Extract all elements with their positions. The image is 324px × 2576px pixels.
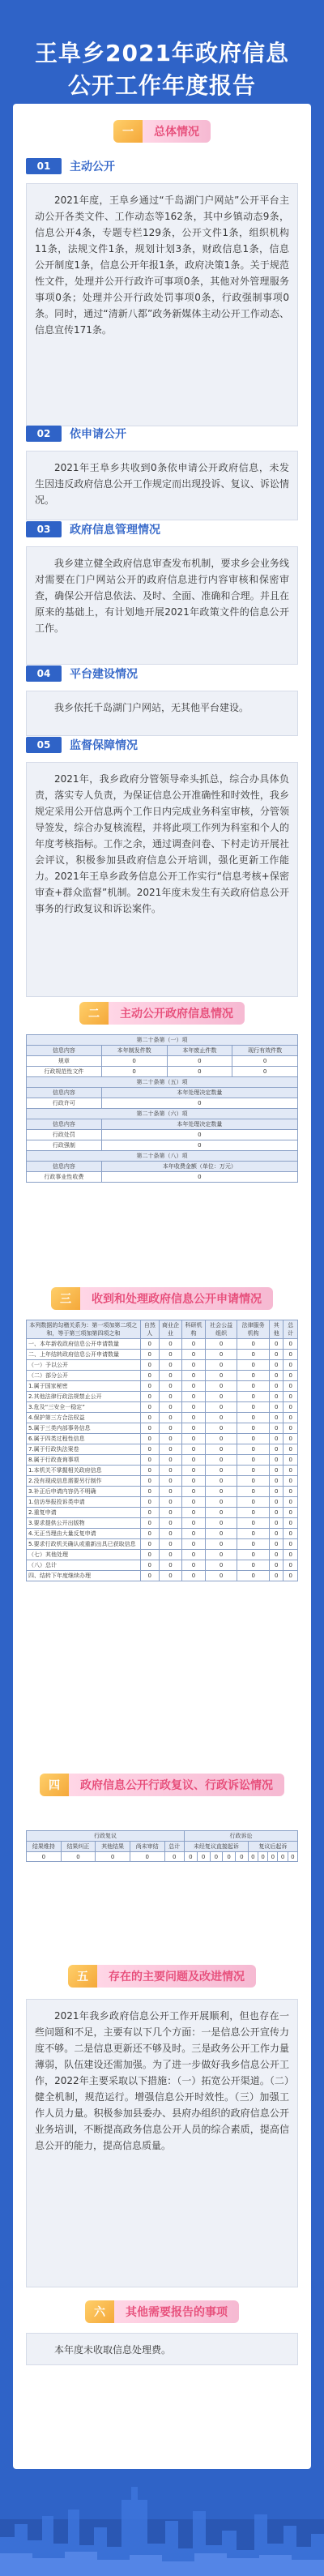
section-header-4 xyxy=(40,1774,284,1796)
item-text: 2021年王阜乡共收到0条依申请公开政府信息，未发生因违反政府信息公开工作规定而出现投诉、复议、诉讼情况。 xyxy=(26,451,298,520)
city-skyline-illustration xyxy=(0,2463,324,2576)
overview-item-5 xyxy=(26,736,298,997)
table-row: 行政许可 0 xyxy=(27,1098,298,1109)
table-row: 3.要求提供公开出版物 0 0 0 0 0 0 0 xyxy=(27,1518,298,1529)
table-row: 行政强制 0 xyxy=(27,1140,298,1151)
table-row: （八）总计 0 0 0 0 0 0 0 xyxy=(27,1560,298,1571)
other-text: 本年度未收取信息处理费。 xyxy=(26,2333,298,2365)
section-title: 总体情况 xyxy=(143,120,211,143)
overview-item-3 xyxy=(26,520,298,665)
section-number: 六 xyxy=(85,2300,114,2323)
table-row: 1.信访举报投诉类申请 0 0 0 0 0 0 0 xyxy=(27,1497,298,1508)
table-row: 6.属于四类过程性信息 0 0 0 0 0 0 0 xyxy=(27,1434,298,1444)
item-text: 我乡建立健全政府信息审查发布机制，要求乡会业务线对需要在门户网站公开的政府信息进行内容审核和保密审查，确保公开信息依法、及时、全面、准确和合理。并且在原来的基础上，有计划地开展2021年政策文件的信息公开工作。 xyxy=(26,546,298,665)
section-number: 四 xyxy=(40,1774,69,1796)
table-row: （七）其他处理 0 0 0 0 0 0 0 xyxy=(27,1550,298,1560)
overview-item-1 xyxy=(26,157,298,426)
section-title: 政府信息公开行政复议、行政诉讼情况 xyxy=(69,1774,284,1796)
item-text: 我乡依托千岛湖门户网站，无其他平台建设。 xyxy=(26,691,298,736)
section-title: 主动公开政府信息情况 xyxy=(109,1002,245,1025)
section-header-2 xyxy=(79,1002,245,1025)
table-block-header: 第二十条第（一）项 xyxy=(27,1035,298,1046)
table-row: 1.属于国家秘密 0 0 0 0 0 0 0 xyxy=(27,1381,298,1392)
item-title: 依申请公开 xyxy=(70,428,126,441)
item-title: 平台建设情况 xyxy=(70,668,138,681)
table-applications: 本列数据的勾稽关系为：第一项加第二项之和，等于第三项加第四项之和 自然人 商业企业 科研机构 社会公益组织 法律服务机构 其他 总计 一、本年新收政府信息公开申请数量 0 0 0 0 0 0 0 二、上年结转政府信息公开申请数量 0 0 0 0 0 0 0 （一）予以公开 0 0 0 0 0 0 0 （二）部分公开 0 0 0 0 0 0 0 1.属于国家秘密 0 0 0 0 0 0 0 2.其他法律行政法规禁止公开 0 0 0 0 0 0 0 3.危及“三安全一稳定” 0 0 0 0 0 0 0 4.保护第三方合法权益 0 0 0 0 0 0 0 5.属于三类内部事务信息 0 0 0 0 0 0 0 6.属于四类过程性信息 0 0 0 0 0 0 0 7.属于行政执法案卷 0 0 0 0 0 0 0 8.属于行政查询事项 0 0 0 0 0 0 0 1.本机关不掌握相关政府信息 0 0 0 0 0 0 0 2.没有现成信息需要另行制作 0 0 0 0 0 0 0 3.补正后申请内容仍不明确 0 0 0 0 0 0 0 1.信访举报投诉类申请 0 0 0 0 0 0 0 2.重复申请 0 0 0 0 0 0 0 3.要求提供公开出版物 0 0 0 0 0 0 0 4.无正当理由大量反复申请 0 0 0 0 0 0 0 5.要求行政机关确认或重新出具已获取信息 0 0 0 0 0 0 0 （七）其他处理 0 0 0 0 0 0 0 （八）总计 0 0 0 0 0 0 0 四、结转下年度继续办理 0 0 0 0 0 0 0 xyxy=(26,1320,298,1581)
problems-block xyxy=(26,1999,298,2287)
other-block xyxy=(26,2333,298,2365)
table-row: 四、结转下年度继续办理 0 0 0 0 0 0 0 xyxy=(27,1571,298,1581)
table-row: 2.重复申请 0 0 0 0 0 0 0 xyxy=(27,1508,298,1518)
table-row: （一）予以公开 0 0 0 0 0 0 0 xyxy=(27,1360,298,1371)
table-row: 5.属于三类内部事务信息 0 0 0 0 0 0 0 xyxy=(27,1423,298,1434)
report-title-line1: 王阜乡2021年政府信息 xyxy=(35,40,289,66)
item-title: 主动公开 xyxy=(70,160,115,173)
problems-text: 2021年我乡政府信息公开工作开展顺利，但也存在一些问题和不足，主要有以下几个方面：一是信息公开宣传力度不够。二是信息更新还不够及时。三是政务公开工作力量薄弱，队伍建设还需加强。为了进一步做好我乡信息公开工作，2022年主要采取以下措施：（一）拓宽公开渠道。（二）健全机制，规范运行。增强信息公开时效性。（三）加强工作人员力量。积极参加县委办、县府办组织的政府信息公开业务培训，不断提高政务信息公开人员的综合素质，提高信息公开的能力，提高信息质量。 xyxy=(26,1999,298,2287)
report-panel xyxy=(13,104,311,2469)
item-badge: 01 xyxy=(26,158,62,174)
table-row: 4.保护第三方合法权益 0 0 0 0 0 0 0 xyxy=(27,1413,298,1423)
table-review-litigation: 行政复议 行政诉讼 结果维持 结果纠正 其他结果 尚未审结 总计 未经复议直接起诉 复议后起诉 0 0 0 0 0 0 0 0 0 0 0 0 0 0 0 xyxy=(26,1830,298,1862)
section-number: 一 xyxy=(113,120,143,143)
table-active-disclosure: 第二十条第（一）项 信息内容 本年制发件数 本年废止件数 现行有效件数 规章 0 0 0 行政规范性文件 0 0 0 第二十条第（五）项 信息内容 本年处理决定数量 行政许可 0 第二十条第（六）项 信息内容 本年处理决定数量 行政处罚 0 行政强制 0 第二十条第（八）项 信息内容 本年收费金额（单位：万元） 行政事业性收费 0 xyxy=(26,1034,298,1183)
table-row: 7.属于行政执法案卷 0 0 0 0 0 0 0 xyxy=(27,1444,298,1455)
report-header xyxy=(0,0,324,113)
table-row: 行政规范性文件 0 0 0 xyxy=(27,1067,298,1077)
section-header-1 xyxy=(113,120,211,143)
table-row: 8.属于行政查询事项 0 0 0 0 0 0 0 xyxy=(27,1455,298,1466)
section-number: 二 xyxy=(79,1002,109,1025)
item-badge: 03 xyxy=(26,521,62,537)
table-row: 1.本机关不掌握相关政府信息 0 0 0 0 0 0 0 xyxy=(27,1466,298,1476)
item-title: 监督保障情况 xyxy=(70,739,138,752)
section-header-5 xyxy=(68,1965,256,1988)
table-row: 3.危及“三安全一稳定” 0 0 0 0 0 0 0 xyxy=(27,1402,298,1413)
table-row: 行政处罚 0 xyxy=(27,1130,298,1140)
item-badge: 04 xyxy=(26,665,62,682)
item-title: 政府信息管理情况 xyxy=(70,524,160,537)
table-row: 0 0 0 0 0 0 0 0 0 0 0 0 0 0 0 xyxy=(27,1852,298,1862)
section-title: 存在的主要问题及改进情况 xyxy=(97,1965,256,1988)
item-badge: 05 xyxy=(26,737,62,753)
table-row: 行政事业性收费 0 xyxy=(27,1172,298,1183)
section-title: 收到和处理政府信息公开申请情况 xyxy=(80,1287,273,1310)
section-header-3 xyxy=(51,1287,273,1310)
table-row: 2.没有现成信息需要另行制作 0 0 0 0 0 0 0 xyxy=(27,1476,298,1487)
table-row: 规章 0 0 0 xyxy=(27,1056,298,1067)
item-text: 2021年，我乡政府分管领导牵头抓总，综合办具体负责，落实专人负责，为保证信息公开准确性和时效性，我乡规定采用公开信息两个工作日内完成业务科室审核，分管领导签发，综合办复核流程，并将此项工作列为科室和个人的年度考核指标。工作之余，通过调查问卷、下村走访开展社会评议，积极参加县政府信息公开培训，强化更新工作能力。2021年王阜乡政务信息公开工作实行“信息考核+保密审查+群众监督”机制。2021年度未发生有关政府信息公开事务的行政复议和诉讼案件。 xyxy=(26,762,298,997)
section-header-6 xyxy=(85,2300,239,2323)
table-row: 一、本年新收政府信息公开申请数量 0 0 0 0 0 0 0 xyxy=(27,1339,298,1350)
section-number: 五 xyxy=(68,1965,97,1988)
report-title-line2: 公开工作年度报告 xyxy=(67,72,256,99)
table-row: 4.无正当理由大量反复申请 0 0 0 0 0 0 0 xyxy=(27,1529,298,1539)
section-number: 三 xyxy=(51,1287,80,1310)
item-text: 2021年度，王阜乡通过“千岛湖门户网站”公开平台主动公开各类文件、工作动态等162条，其中乡镇动态9条，信息公开4条，专题专栏129条，公开文件1条，组织机构11条，法规文件1条，规划计划3条，财政信息1条，信息公开制度1条，信息公开年报1条，政府决策1条。关于规范性文件，处理并公开行政许可事项0条，其他对外管理服务事项0条；处理并公开行政处罚事项0条，行政强制事项0条。同时，通过“清新八都”政务新媒体主动公开工作动态、信息宣传171条。 xyxy=(26,183,298,426)
overview-item-4 xyxy=(26,665,298,736)
table-row: 3.补正后申请内容仍不明确 0 0 0 0 0 0 0 xyxy=(27,1487,298,1497)
item-badge: 02 xyxy=(26,426,62,442)
table-row: （二）部分公开 0 0 0 0 0 0 0 xyxy=(27,1371,298,1381)
section-title: 其他需要报告的事项 xyxy=(114,2300,239,2323)
table-row: 5.要求行政机关确认或重新出具已获取信息 0 0 0 0 0 0 0 xyxy=(27,1539,298,1550)
table-row: 2.其他法律行政法规禁止公开 0 0 0 0 0 0 0 xyxy=(27,1392,298,1402)
overview-item-2 xyxy=(26,425,298,520)
table-row: 二、上年结转政府信息公开申请数量 0 0 0 0 0 0 0 xyxy=(27,1350,298,1360)
